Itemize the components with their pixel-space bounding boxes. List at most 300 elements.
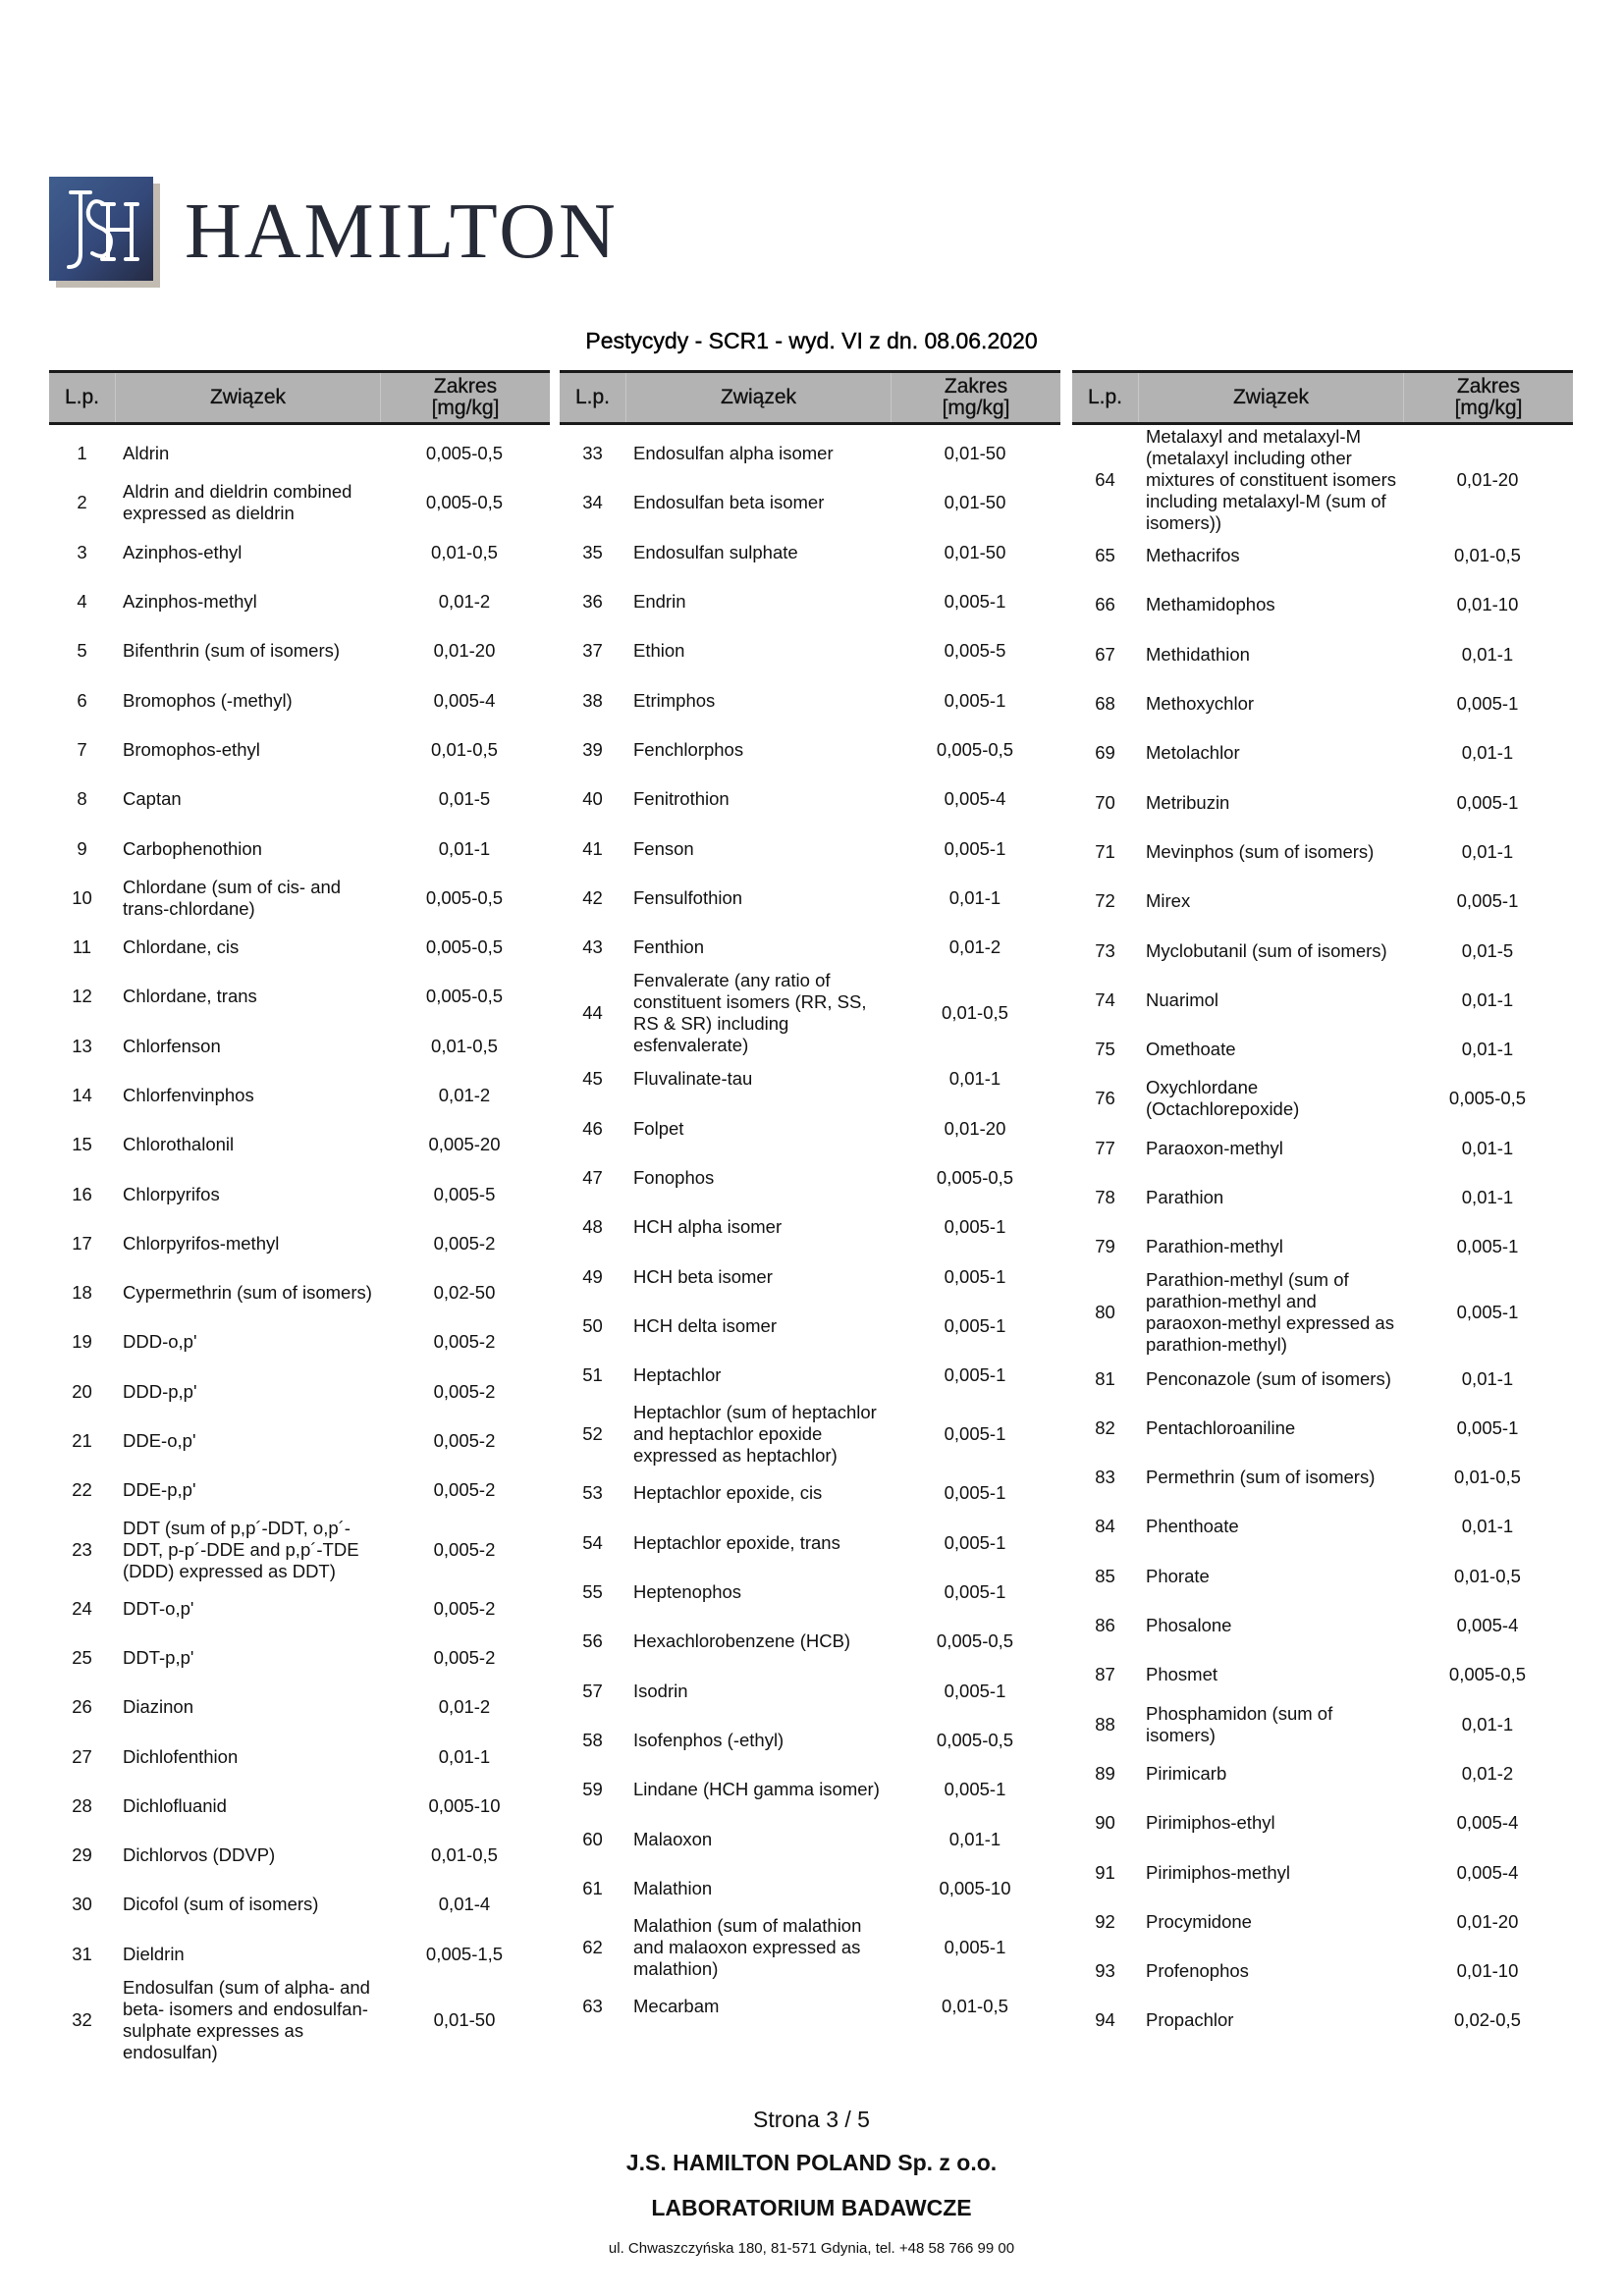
compound-name: Endrin [633, 591, 686, 613]
range-value: 0,005-1 [944, 1779, 1006, 1800]
range-value: 0,005-4 [433, 689, 496, 711]
range-value: 0,005-0,5 [936, 738, 1014, 760]
row-number: 18 [72, 1282, 92, 1304]
range-value: 0,005-2 [433, 1538, 496, 1560]
row-number: 81 [1095, 1367, 1115, 1389]
compound-name: Azinphos-ethyl [123, 541, 243, 562]
table-row [49, 1219, 550, 1268]
compound-name: Endosulfan (sum of alpha- and beta- isomers and endosulfan-sulphate expresses as endosulfan) [123, 1976, 370, 2062]
table-row [49, 1831, 550, 1880]
table-row [49, 1782, 550, 1831]
table-row [560, 1252, 1060, 1301]
range-value: 0,005-1 [944, 1482, 1006, 1504]
table-row [49, 874, 550, 923]
range-value: 0,005-1 [944, 1216, 1006, 1238]
compound-name: Pirimiphos-ethyl [1146, 1812, 1275, 1834]
range-value: 0,01-1 [948, 1828, 1001, 1849]
row-number: 9 [77, 837, 87, 859]
compound-name: Pirimiphos-methyl [1146, 1861, 1291, 1883]
compound-name: Omethoate [1146, 1039, 1236, 1060]
compound-name: Carbophenothion [123, 837, 262, 859]
table-row [560, 874, 1060, 923]
compound-name: Phosmet [1146, 1664, 1218, 1685]
range-value: 0,01-20 [433, 640, 496, 662]
compound-name: Heptachlor (sum of heptachlor and heptachlor epoxide expressed as heptachlor) [633, 1402, 877, 1467]
header-lp-label: L.p. [64, 386, 100, 408]
row-number: 73 [1095, 939, 1115, 961]
range-value: 0,01-50 [433, 2008, 496, 2030]
compound-name: Heptachlor epoxide, trans [633, 1531, 840, 1553]
table-row [49, 1633, 550, 1682]
row-number: 35 [582, 541, 603, 562]
table-row [1072, 1749, 1573, 1798]
table-row [49, 923, 550, 972]
table-row [49, 1416, 550, 1466]
table-row [1072, 1124, 1573, 1173]
table-row [1072, 531, 1573, 580]
range-value: 0,005-1 [1456, 1236, 1519, 1257]
range-value: 0,01-1 [1461, 1039, 1514, 1060]
range-value: 0,005-1 [944, 689, 1006, 711]
row-number: 19 [72, 1331, 92, 1353]
table-row [1072, 1222, 1573, 1271]
compound-name: Chlorpyrifos [123, 1183, 220, 1204]
table-row [1072, 1173, 1573, 1222]
compound-name: DDE-p,p' [123, 1479, 196, 1501]
table-row [560, 478, 1060, 527]
table-row [560, 1153, 1060, 1202]
compound-name: Fenvalerate (any ratio of constituent isomers (RR, SS, RS & SR) including esfenvalerate) [633, 970, 867, 1056]
row-number: 26 [72, 1696, 92, 1718]
table-row [560, 1054, 1060, 1103]
row-number: 16 [72, 1183, 92, 1204]
compound-name: Bromophos (-methyl) [123, 689, 293, 711]
row-number: 12 [72, 986, 92, 1007]
compound-name: Penconazole (sum of isomers) [1146, 1367, 1391, 1389]
row-number: 40 [582, 788, 603, 810]
table-row [560, 429, 1060, 478]
range-value: 0,005-1 [944, 837, 1006, 859]
table-row [1072, 580, 1573, 629]
row-number: 77 [1095, 1137, 1115, 1158]
compound-name: Chlorfenvinphos [123, 1085, 254, 1105]
compound-name: Metribuzin [1146, 791, 1230, 813]
range-value: 0,005-0,5 [936, 1630, 1014, 1652]
compound-name: Cypermethrin (sum of isomers) [123, 1282, 372, 1304]
table-row [560, 1716, 1060, 1765]
table-row [1072, 1025, 1573, 1074]
row-number: 44 [582, 1002, 603, 1024]
row-number: 88 [1095, 1713, 1115, 1735]
row-number: 14 [72, 1085, 92, 1105]
compound-name: Myclobutanil (sum of isomers) [1146, 939, 1387, 961]
row-number: 33 [582, 443, 603, 464]
range-value: 0,005-10 [939, 1877, 1011, 1898]
table-row [49, 1169, 550, 1218]
table-row [1072, 1700, 1573, 1749]
range-value: 0,01-50 [944, 541, 1006, 562]
range-value: 0,005-4 [944, 788, 1006, 810]
row-number: 62 [582, 1937, 603, 1958]
row-number: 68 [1095, 693, 1115, 715]
header-compound [626, 373, 892, 422]
row-number: 13 [72, 1035, 92, 1056]
row-number: 27 [72, 1745, 92, 1767]
range-value: 0,005-2 [433, 1597, 496, 1619]
compound-name: Aldrin [123, 443, 170, 464]
range-value: 0,005-1,5 [425, 1943, 504, 1964]
compound-name: Hexachlorobenzene (HCB) [633, 1630, 851, 1652]
range-value: 0,01-1 [1461, 1137, 1514, 1158]
row-number: 59 [582, 1779, 603, 1800]
row-number: 53 [582, 1482, 603, 1504]
compound-name: Phosalone [1146, 1615, 1232, 1636]
range-value: 0,005-2 [433, 1331, 496, 1353]
table-row [560, 1104, 1060, 1153]
compound-name: Dichlofenthion [123, 1745, 239, 1767]
compound-name: Methamidophos [1146, 594, 1275, 615]
table-row [1072, 426, 1573, 533]
compound-name: Chlordane (sum of cis- and trans-chlordane) [123, 876, 342, 919]
compound-name: HCH alpha isomer [633, 1216, 783, 1238]
compound-name: HCH beta isomer [633, 1265, 773, 1287]
company-address: ul. Chwaszczyńska 180, 81-571 Gdynia, tel. +48 58 766 99 00 [608, 2240, 1015, 2257]
compound-name: Captan [123, 788, 182, 810]
compound-name: Isodrin [633, 1680, 688, 1701]
row-number: 90 [1095, 1812, 1115, 1834]
table-row [1072, 976, 1573, 1025]
row-number: 47 [582, 1167, 603, 1188]
table-row [1072, 1502, 1573, 1551]
range-value: 0,005-4 [1456, 1812, 1519, 1834]
row-number: 61 [582, 1877, 603, 1898]
table-row [49, 725, 550, 774]
compound-name: Fensulfothion [633, 886, 743, 908]
row-number: 82 [1095, 1416, 1115, 1438]
row-number: 24 [72, 1597, 92, 1619]
table-row [49, 626, 550, 675]
compound-name: Chlorfenson [123, 1035, 221, 1056]
table-row [1072, 828, 1573, 877]
header-range-unit: [mg/kg] [431, 397, 500, 419]
row-number: 94 [1095, 2009, 1115, 2031]
table-row [1072, 1947, 1573, 1996]
table-row [560, 1617, 1060, 1666]
compound-name: Fenson [633, 837, 694, 859]
range-value: 0,01-2 [438, 1696, 491, 1718]
row-number: 17 [72, 1232, 92, 1254]
range-value: 0,005-1 [1456, 791, 1519, 813]
row-number: 78 [1095, 1187, 1115, 1207]
table-row [560, 1400, 1060, 1468]
table-row [49, 1317, 550, 1366]
row-number: 57 [582, 1680, 603, 1701]
compound-name: Azinphos-methyl [123, 591, 257, 613]
compound-name: Methacrifos [1146, 545, 1240, 566]
range-value: 0,005-0,5 [425, 492, 504, 513]
row-number: 63 [582, 1996, 603, 2017]
range-value: 0,01-2 [438, 1085, 491, 1105]
row-number: 66 [1095, 594, 1115, 615]
table-row [49, 429, 550, 478]
table-row [49, 1732, 550, 1781]
range-value: 0,005-0,5 [1448, 1088, 1527, 1109]
table-row [49, 1071, 550, 1120]
row-number: 42 [582, 886, 603, 908]
row-number: 75 [1095, 1039, 1115, 1060]
table-row [1072, 1847, 1573, 1896]
compound-name: Fonophos [633, 1167, 715, 1188]
table-row [49, 1268, 550, 1317]
row-number: 84 [1095, 1516, 1115, 1537]
header-compound-label: Związek [1232, 386, 1310, 408]
compound-name: Folpet [633, 1117, 684, 1139]
range-value: 0,005-1 [944, 1531, 1006, 1553]
range-value: 0,01-1 [1461, 1516, 1514, 1537]
range-value: 0,01-5 [1461, 939, 1514, 961]
compound-name: Heptenophos [633, 1581, 742, 1603]
header-lp [1072, 373, 1139, 422]
table-row [560, 1202, 1060, 1252]
range-value: 0,01-2 [1461, 1762, 1514, 1784]
row-number: 74 [1095, 988, 1115, 1010]
row-number: 93 [1095, 1960, 1115, 1982]
row-number: 20 [72, 1380, 92, 1402]
row-number: 54 [582, 1531, 603, 1553]
compound-name: Parathion-methyl [1146, 1236, 1283, 1257]
row-number: 49 [582, 1265, 603, 1287]
jsh-monogram-logo [49, 177, 153, 281]
header-compound-label: Związek [720, 386, 797, 408]
range-value: 0,005-20 [428, 1134, 501, 1155]
range-value: 0,01-20 [944, 1117, 1006, 1139]
table-row [49, 675, 550, 724]
table-row [1072, 777, 1573, 827]
compound-name: DDD-p,p' [123, 1380, 197, 1402]
range-value: 0,005-1 [944, 1314, 1006, 1336]
compound-name: Parathion-methyl (sum of parathion-methyl and paraoxon-methyl expressed as parathion-methyl) [1146, 1269, 1394, 1356]
compound-name: HCH delta isomer [633, 1314, 777, 1336]
table-row [1072, 1897, 1573, 1947]
row-number: 55 [582, 1581, 603, 1603]
row-number: 69 [1095, 742, 1115, 764]
compound-name: Metalaxyl and metalaxyl-M (metalaxyl including other mixtures of constituent isomers including metalaxyl-M (sum of isomers)) [1146, 426, 1396, 533]
range-value: 0,01-0,5 [1454, 1467, 1521, 1488]
range-value: 0,01-0,5 [431, 738, 498, 760]
range-value: 0,005-1 [944, 1581, 1006, 1603]
compound-name: Dichlofluanid [123, 1794, 227, 1816]
row-number: 92 [1095, 1910, 1115, 1932]
row-number: 71 [1095, 840, 1115, 862]
table-row [49, 1120, 550, 1169]
row-number: 5 [77, 640, 87, 662]
table-row [560, 1468, 1060, 1518]
range-value: 0,005-1 [944, 591, 1006, 613]
row-number: 11 [72, 936, 92, 958]
page-number: Strona 3 / 5 [753, 2107, 870, 2132]
table-row [49, 1022, 550, 1071]
row-number: 22 [72, 1479, 92, 1501]
range-value: 0,01-1 [1461, 1713, 1514, 1735]
range-value: 0,005-10 [428, 1794, 501, 1816]
table-header [1072, 370, 1573, 425]
row-number: 41 [582, 837, 603, 859]
compound-name: DDT-o,p' [123, 1597, 194, 1619]
compound-name: Mecarbam [633, 1996, 720, 2017]
table-row [560, 972, 1060, 1054]
compound-name: Profenophos [1146, 1960, 1249, 1982]
row-number: 37 [582, 640, 603, 662]
compound-name: Methidathion [1146, 643, 1250, 665]
range-value: 0,01-1 [1461, 742, 1514, 764]
row-number: 25 [72, 1646, 92, 1668]
table-header [49, 370, 550, 425]
header-range-label: Zakres [944, 375, 1008, 398]
range-value: 0,01-50 [944, 492, 1006, 513]
row-number: 87 [1095, 1664, 1115, 1685]
row-number: 58 [582, 1729, 603, 1750]
range-value: 0,005-2 [433, 1232, 496, 1254]
row-number: 60 [582, 1828, 603, 1849]
compound-name: Phosphamidon (sum of isomers) [1146, 1702, 1333, 1745]
row-number: 52 [582, 1423, 603, 1445]
row-number: 83 [1095, 1467, 1115, 1488]
range-value: 0,005-0,5 [425, 886, 504, 908]
table-row [1072, 728, 1573, 777]
compound-name: Phorate [1146, 1565, 1210, 1586]
compound-name: Parathion [1146, 1187, 1224, 1207]
table-row [49, 1682, 550, 1732]
row-number: 70 [1095, 791, 1115, 813]
table-row [1072, 1453, 1573, 1502]
table-row [560, 1765, 1060, 1814]
table-row [560, 1568, 1060, 1617]
row-number: 51 [582, 1364, 603, 1386]
company-name: J.S. HAMILTON POLAND Sp. z o.o. [625, 2150, 998, 2175]
range-value: 0,01-0,5 [1454, 545, 1521, 566]
range-value: 0,01-0,5 [431, 1035, 498, 1056]
header-range [892, 373, 1060, 422]
row-number: 32 [72, 2008, 92, 2030]
table-row [1072, 1798, 1573, 1847]
compound-name: Mirex [1146, 890, 1191, 912]
compound-name: Propachlor [1146, 2009, 1234, 2031]
compound-name: Dichlorvos (DDVP) [123, 1844, 276, 1866]
table-row [1072, 1650, 1573, 1699]
range-value: 0,005-0,5 [936, 1167, 1014, 1188]
header-compound [1139, 373, 1404, 422]
row-number: 39 [582, 738, 603, 760]
compound-name: Heptachlor [633, 1364, 722, 1386]
table-row [560, 1982, 1060, 2031]
compound-name: Dieldrin [123, 1943, 185, 1964]
monogram-icon [49, 177, 153, 281]
compound-name: Lindane (HCH gamma isomer) [633, 1779, 880, 1800]
range-value: 0,005-1 [944, 1680, 1006, 1701]
range-value: 0,02-0,5 [1454, 2009, 1521, 2031]
range-value: 0,01-10 [1456, 594, 1519, 615]
row-number: 72 [1095, 890, 1115, 912]
table-row [49, 528, 550, 577]
page-label: Strona [753, 2107, 820, 2132]
row-number: 91 [1095, 1861, 1115, 1883]
compound-name: Etrimphos [633, 689, 716, 711]
table-row [49, 1976, 550, 2062]
row-number: 8 [77, 788, 87, 810]
table-row [1072, 926, 1573, 975]
table-row [1072, 679, 1573, 728]
row-number: 4 [77, 591, 87, 613]
range-value: 0,01-20 [1456, 1910, 1519, 1932]
compound-name: Phenthoate [1146, 1516, 1239, 1537]
table-row [1072, 1074, 1573, 1123]
table-row [49, 478, 550, 527]
range-value: 0,01-1 [948, 1068, 1001, 1090]
compound-name: Malathion (sum of malathion and malaoxon expressed as malathion) [633, 1915, 862, 1980]
compound-name: Heptachlor epoxide, cis [633, 1482, 823, 1504]
range-value: 0,01-0,5 [431, 541, 498, 562]
table-row [49, 824, 550, 873]
page-total: 5 [857, 2107, 870, 2132]
compound-name: Malathion [633, 1877, 713, 1898]
compound-name: Aldrin and dieldrin combined expressed as dieldrin [123, 481, 352, 524]
row-number: 67 [1095, 643, 1115, 665]
table-row [560, 824, 1060, 873]
range-value: 0,005-2 [433, 1479, 496, 1501]
compound-name: Permethrin (sum of isomers) [1146, 1467, 1376, 1488]
compound-name: Paraoxon-methyl [1146, 1137, 1283, 1158]
compound-name: Procymidone [1146, 1910, 1252, 1932]
range-value: 0,01-1 [1461, 643, 1514, 665]
compound-name: DDD-o,p' [123, 1331, 197, 1353]
table-row [560, 923, 1060, 972]
compound-name: Pentachloroaniline [1146, 1416, 1296, 1438]
table-row [560, 577, 1060, 626]
range-value: 0,01-0,5 [1454, 1565, 1521, 1586]
range-value: 0,01-1 [1461, 840, 1514, 862]
row-number: 2 [77, 492, 87, 513]
compound-name: DDE-o,p' [123, 1430, 196, 1452]
header-range [1404, 373, 1573, 422]
range-value: 0,01-10 [1456, 1960, 1519, 1982]
table-row [560, 528, 1060, 577]
range-value: 0,005-1 [1456, 1302, 1519, 1323]
row-number: 23 [72, 1538, 92, 1560]
row-number: 3 [77, 541, 87, 562]
pesticide-table-1 [49, 370, 550, 2061]
row-number: 45 [582, 1068, 603, 1090]
row-number: 6 [77, 689, 87, 711]
row-number: 31 [72, 1943, 92, 1964]
range-value: 0,005-2 [433, 1430, 496, 1452]
compound-name: Metolachlor [1146, 742, 1240, 764]
compound-name: Fenthion [633, 936, 704, 958]
table-row [1072, 1404, 1573, 1453]
header-range-unit: [mg/kg] [942, 397, 1010, 419]
row-number: 56 [582, 1630, 603, 1652]
compound-name: Mevinphos (sum of isomers) [1146, 840, 1375, 862]
range-value: 0,01-0,5 [431, 1844, 498, 1866]
row-number: 21 [72, 1430, 92, 1452]
row-number: 15 [72, 1134, 92, 1155]
compound-name: Methoxychlor [1146, 693, 1255, 715]
compound-name: Chlorothalonil [123, 1134, 235, 1155]
table-row [1072, 877, 1573, 926]
range-value: 0,01-1 [1461, 1367, 1514, 1389]
compound-name: Chlorpyrifos-methyl [123, 1232, 280, 1254]
table-row [49, 1367, 550, 1416]
row-number: 79 [1095, 1236, 1115, 1257]
